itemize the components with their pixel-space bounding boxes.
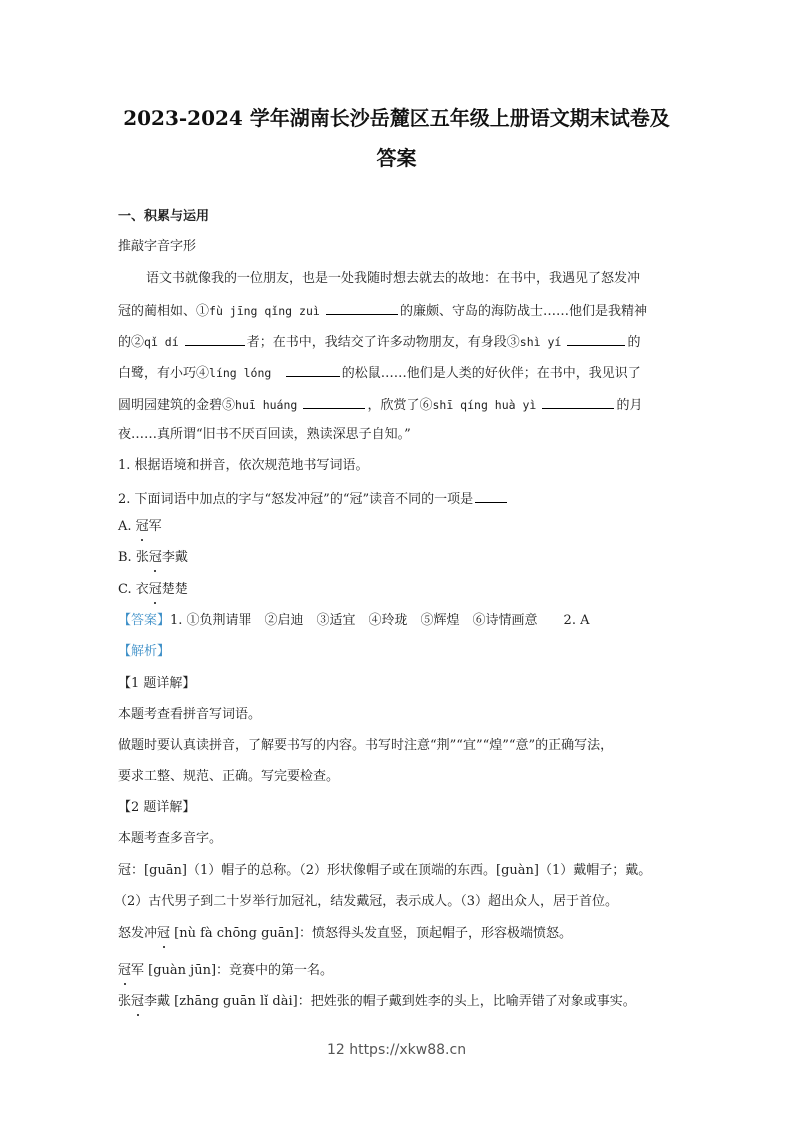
q2-example-2 [118,961,333,981]
passage-text: 的② [118,335,145,350]
q1-detail-p1: 本题考查看拼音写词语。 [118,707,262,722]
passage-text: 的松鼠……他们是人类的好伙伴；在书中，我见识了 [341,366,641,381]
dotted-char: 冠 [136,517,149,537]
passage-text: 者；在书中，我结交了许多动物朋友，有身段③ [246,335,520,350]
pinyin-1: fù jīng qǐng zuì [209,304,320,318]
passage-line-6: 夜……真所谓“旧书不厌百回读，熟读深思子自知。” [118,427,411,442]
passage-text: 冠的蔺相如、① [118,304,210,319]
q1-detail-heading: 【1 题详解】 [118,676,196,691]
answer-blank-5[interactable] [303,394,365,409]
q2-detail-p2: 冠：[guān]（1）帽子的总称。（2）形状像帽子或在顶端的东西。[guàn]（1）戴帽子；戴。 [118,863,652,878]
title-line-2: 答案 [376,146,417,170]
page-footer: 12 https://xkw88.cn [326,1042,467,1058]
option-c[interactable] [118,580,188,600]
passage-text: 圆明园建筑的金碧⑤ [118,398,236,413]
q1-detail-p2: 做题时要认真读拼音，了解要书写的内容。书写时注意“荆”“宜”“煌”“意”的正确写法， [118,738,614,753]
example-text: 张 [118,994,132,1009]
option-text: 衣 [135,582,149,597]
passage-line-3 [118,331,641,353]
section-subheading: 推敲字音字形 [118,239,197,254]
option-label: A. [118,519,136,534]
answer-line [118,611,589,631]
passage-text: ，欣赏了⑥ [367,398,433,413]
question-2-text: 2. 下面词语中加点的字与“怒发冲冠”的“冠”读音不同的一项是 [118,492,474,507]
option-text: 张 [135,550,149,565]
passage-line-1: 语文书就像我的一位朋友，也是一处我随时想去就去的故地：在书中，我遇见了怒发冲 [146,271,641,286]
pinyin-3: shì yí [519,335,562,349]
option-text: 楚楚 [161,582,188,597]
example-text: 怒发冲 [118,926,158,941]
option-text: 军 [148,519,162,534]
dotted-char: 冠 [118,961,131,981]
question-2 [118,488,509,510]
answer-text: 1. ①负荆请罪 ②启迪 ③适宜 ④玲珑 ⑤辉煌 ⑥诗情画意 2. A [170,613,590,628]
answer-blank-4[interactable] [286,362,340,377]
q2-detail-p3: （2）古代男子到二十岁举行加冠礼，结发戴冠，表示成人。（3）超出众人，居于首位。 [114,894,619,909]
example-text: 军 [guàn jūn]：竞赛中的第一名。 [131,963,334,978]
answer-blank-q2[interactable] [475,488,507,503]
passage-line-4 [118,362,641,384]
option-label: B. [118,550,136,565]
dotted-char: 冠 [149,580,162,600]
option-a[interactable] [118,517,162,537]
answer-blank-2[interactable] [185,331,245,346]
passage-text: 的 [627,335,641,350]
example-text: [nù fà chōng guān]：愤怒得头发直竖，顶起帽子，形容极端愤怒。 [170,926,573,941]
passage-text: 白鹭，有小巧④ [118,366,210,381]
analysis-label: 【解析】 [118,644,171,659]
q2-detail-p1: 本题考查多音字。 [118,831,223,846]
answer-blank-3[interactable] [567,331,625,346]
pinyin-5: huī huáng [235,398,298,412]
answer-blank-1[interactable] [326,300,398,315]
option-text: 李戴 [161,550,188,565]
passage-line-5 [118,394,643,416]
pinyin-6: shī qíng huà yì [432,398,537,412]
document-title [110,98,683,178]
answer-label: 【答案】 [118,613,171,628]
pinyin-2: qǐ dí [144,335,179,349]
question-1: 1. 根据语境和拼音，依次规范地书写词语。 [118,458,369,473]
passage-text: 的月 [616,398,643,413]
passage-text: 的廉颇、守岛的海防战士……他们是我精神 [399,304,647,319]
q1-detail-p3: 要求工整、规范、正确。写完要检查。 [118,769,340,784]
q2-example-3 [118,992,636,1012]
passage-line-2 [118,300,647,322]
pinyin-4: líng lóng [209,366,272,380]
q2-example-1 [118,924,572,944]
answer-blank-6[interactable] [542,394,614,409]
dotted-char: 冠 [157,924,170,944]
section-heading: 一、积累与运用 [118,209,210,224]
title-line-1: 2023-2024 学年湖南长沙岳麓区五年级上册语文期末试卷及 [123,106,670,130]
option-label: C. [118,582,136,597]
option-b[interactable] [118,548,188,568]
example-text: 李戴 [zhāng guān lǐ dài]：把姓张的帽子戴到姓李的头上，比喻弄错了对象或事实。 [144,994,636,1009]
q2-detail-heading: 【2 题详解】 [118,800,196,815]
dotted-char: 冠 [131,992,144,1012]
dotted-char: 冠 [149,548,162,568]
